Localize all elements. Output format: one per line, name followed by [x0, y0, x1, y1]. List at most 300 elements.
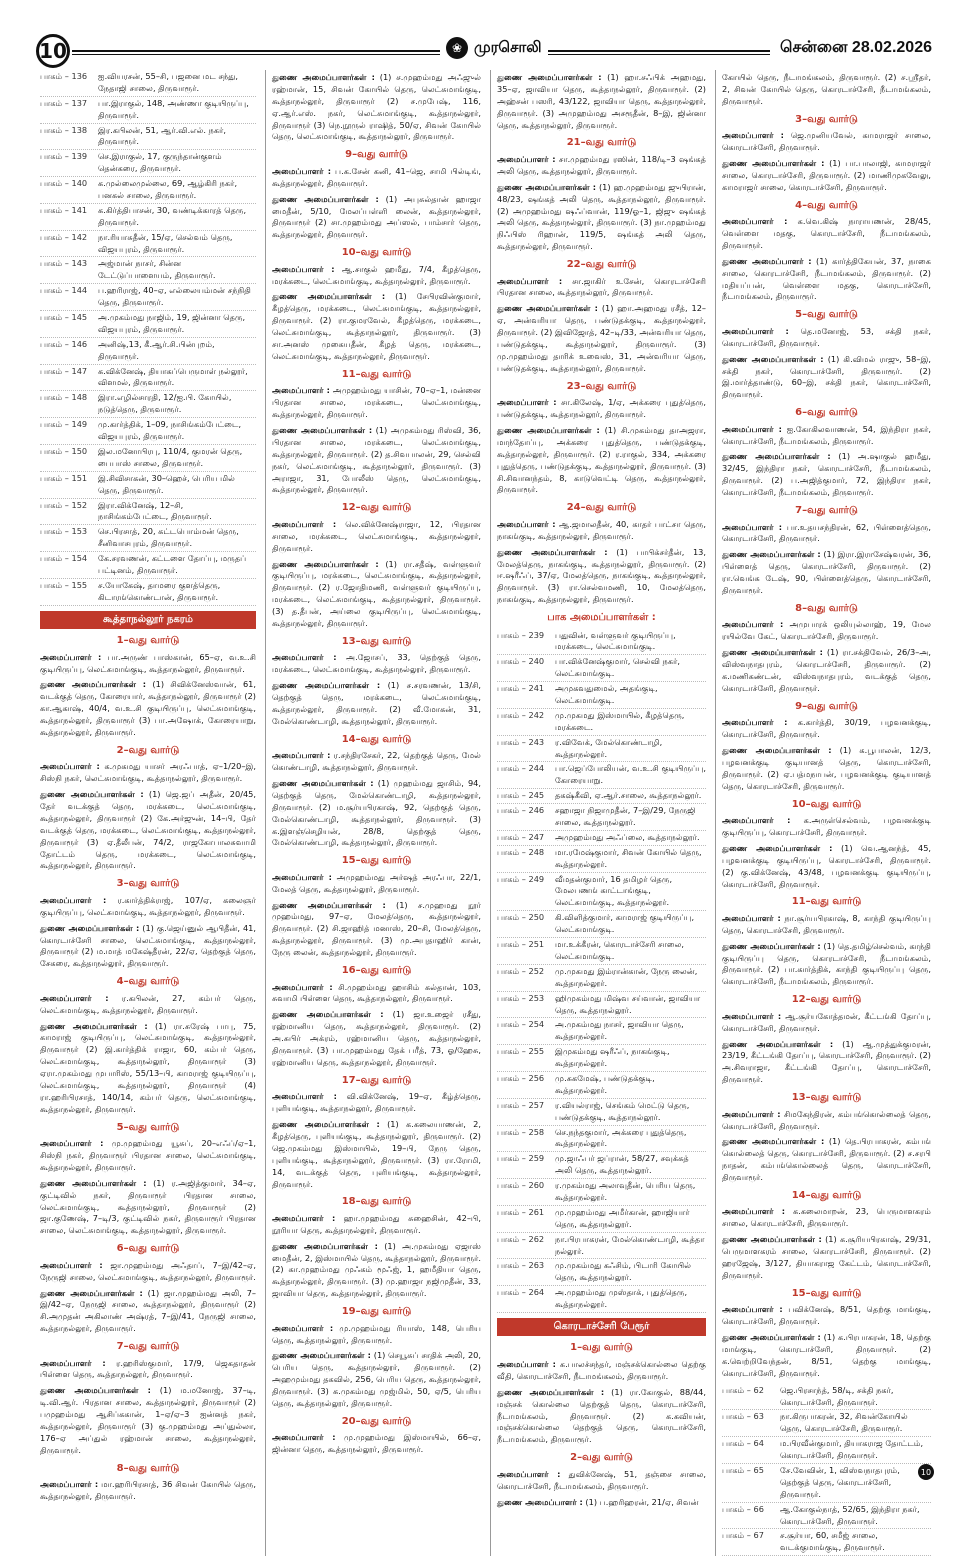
booth-label: பாகம் – 138: [40, 124, 88, 135]
entry-text: (1) அமுகம்மது ரிஸ்வி, 36, பிரதான சாலை, மரக்கடை, லெட்சுமாங்குடி, கூத்தாநல்லூர், திருவாரூர். (2) த.சிவபாலன், 29, செல்வி நகர், லெட்சுமாங்குடி, கூத்தாநல்லூர், திருவாரூர். (3) அராஜா, 31, போலீஸ் தெரு, லெட்சுமாங்குடி, கூத்தாநல்லூர், திருவாரூர்.: [272, 424, 481, 495]
entry-role: துணை அமைப்பாளர்கள் :: [722, 1234, 822, 1245]
booth-text: ஜெ.பிரசாந்த், 58/டி, சக்தி நகர், கொரடாச்சேரி, திருவாரூர்.: [780, 1384, 894, 1407]
appointee-entry: [272, 1241, 481, 1300]
appointee-entry: [722, 256, 931, 304]
entry-role: துணை அமைப்பாளர்கள் :: [497, 546, 608, 557]
booth-label: பாகம் – 149: [40, 419, 88, 430]
appointee-entry: [40, 1288, 256, 1336]
entry-text: சா.ஜாகிர் உசேன், கொரடாச்சேரி பிரதான சாலை, கூத்தாநல்லூர், திருவாரூர்.: [497, 275, 706, 298]
appointee-entry: [722, 424, 931, 448]
entry-role: துணை அமைப்பாளர்கள் :: [722, 1332, 821, 1343]
booth-label: பாகம் – 155: [40, 579, 88, 590]
page-number: 10: [36, 34, 70, 68]
appointee-entry: [722, 717, 931, 741]
entry-text: (1) ஜா.முஹம்மது அலி, 7–இ/42–ஏ, நேருஜி சாலை, கூத்தாநல்லூர், திருவாரூர் (2) சி.அமுதன் அகிலாண் அஷ்ரத், 7–இ/41, நேருஜி சாலை, கூத்தாநல்லூர், திருவாரூர்.: [40, 1287, 256, 1334]
booth-row: [497, 1126, 706, 1153]
booth-text: செ.பிரசாத், 20, கட்டபொம்மன் தெரு, சீனிவாசபுரம், திருவாரூர்.: [98, 526, 239, 549]
booth-text: மு.முஹம்மது அமீர்கான், ஹாஜியார் தெரு, கூத்தாநல்லூர்.: [555, 1206, 690, 1229]
entry-text: நா.சூர்யபிரகாஷ், 8, காந்தி குடியிருப்பு தெரு, கொரடாச்சேரி, திருவாரூர்.: [722, 912, 931, 935]
entry-text: ர.சந்திரசேகர், 22, தெற்குத் தெரு, மேல் கொண்டாழி, கூத்தாநல்லூர், திருவாரூர்.: [272, 750, 481, 773]
booth-label: பாகம் – 143: [40, 258, 88, 269]
entry-text: கோயில் தெரு, நீடாமங்கலம், திருவாரூர். (2) ச.ஸ்ரீதர், 2, சிவன் கோயில் தெரு, கொரடாச்சேரி, நீடாமங்கலம், திருவாரூர்.: [722, 72, 931, 106]
booth-label: பாகம் – 244: [497, 763, 545, 774]
booth-row: [497, 1045, 706, 1072]
booth-label: பாகம் – 247: [497, 831, 545, 842]
booth-row: [497, 1206, 706, 1233]
booth-text: க.முல்லைமுல்லை, 69, ஆழ்கிரி நகர், பனகல் சாலை, திருவாரூர்.: [98, 178, 238, 201]
entry-role: துணை அமைப்பாளர்கள் :: [497, 181, 597, 192]
entry-role: துணை அமைப்பாளர்கள் :: [272, 899, 386, 910]
entry-role: அமைப்பாளர் :: [272, 385, 330, 396]
entry-role: அமைப்பாளர் :: [40, 1479, 99, 1490]
entry-role: அமைப்பாளர் :: [722, 521, 782, 532]
appointee-entry: [272, 778, 481, 849]
entry-role: துணை அமைப்பாளர்கள் :: [272, 1350, 371, 1361]
entry-role: அமைப்பாளர் :: [40, 1357, 106, 1368]
entry-role: அமைப்பாளர் :: [272, 1432, 336, 1443]
booth-row: [40, 391, 256, 418]
booth-text: இர.கபிலன், 51, ஆர்.வி.எல். நகர், திருவாரூர்.: [98, 124, 226, 147]
entry-role: அமைப்பாளர் :: [272, 981, 333, 992]
appointee-entry: [272, 385, 481, 421]
booth-label: பாகம் – 67: [722, 1530, 764, 1541]
booth-text: ஐ.வியரசன், 55–சி, பஜனை மட சந்து, நேதாஜி சாலை, திருவாரூர்.: [98, 71, 238, 93]
booth-row: [497, 1286, 706, 1313]
booth-label: பாகம் – 62: [722, 1384, 764, 1395]
entry-role: அமைப்பாளர் :: [722, 1108, 781, 1119]
booth-label: பாகம் – 264: [497, 1287, 545, 1298]
entry-role: துணை அமைப்பாளர்கள் :: [722, 1038, 834, 1049]
entry-text: (1) ரா.சுரேஷ் பாபு, 75, காமராஜ் குடியிருப்பு, லெட்சுமாங்குடி, கூத்தாநல்லூர், திருவாரூர் (2) இ.கார்த்திக் ராஜா, 60, கம்பர் தெரு, லெட்சுமாங்குடி, கூத்தாநல்லூர், திருவாரூர் (3) ஏரா.முகம்மது முபாரிஸ், 55/13–பி, காமராஜ் குடியிருப்பு, லெட்சுமாங்குடி, கூத்தாநல்லூர், திருவாரூர் (4) ரா.ஹரிபிரசாத், 140/14, கம்பர் தெரு, லெட்சுமாங்குடி, கூத்தாநல்லூர், திருவாரூர்.: [40, 1020, 256, 1114]
ward-heading: 22–வது வார்டு: [566, 259, 637, 271]
booth-row: [497, 682, 706, 709]
appointee-entry: [40, 652, 256, 676]
entry-role: அமைப்பாளர் :: [722, 815, 791, 826]
appointee-entry: [722, 1039, 931, 1087]
appointee-entry: [722, 745, 931, 793]
booth-label: பாகம் – 148: [40, 392, 88, 403]
entry-text: வி.விக்னேஷ், 19–ஏ, கீழ்த்தெரு, புளியங்குடி, கூத்தாநல்லூர், திருவாரூர்.: [272, 1091, 481, 1114]
booth-text: பா.இராகுல், 148, அண்ணா குடியிருப்பு, திருவாரூர்.: [98, 97, 249, 120]
booth-label: பாகம் – 242: [497, 709, 545, 720]
ward-heading: 3–வது வார்டு: [116, 878, 180, 890]
booth-text: நா.பிரபாகரன், மேல்கொண்டாழி, கூத்தா நல்லூர்.: [555, 1233, 705, 1256]
appointee-entry: [40, 1260, 256, 1284]
entry-role: அமைப்பாளர் :: [40, 1259, 103, 1270]
booth-label: பாகம் – 145: [40, 312, 88, 323]
entry-role: துணை அமைப்பாளர்கள் :: [722, 353, 824, 364]
booth-text: அனிஷ்,13, கீ.ஆர்.சி.பின்புறம், திருவாரூர்.: [98, 338, 215, 361]
entry-role: துணை அமைப்பாளர்கள் :: [722, 745, 832, 756]
entry-role: துணை அமைப்பாளர்கள் :: [40, 789, 144, 800]
entry-text: (1) ஹா.சஃபிக் அஹமது, 35–ஏ, ஜாவியா தெரு, கூத்தாநல்லூர், திருவாரூர். (2) அஹ்சன் பஸரி, 43/122, ஜாவியா தெரு, கூத்தாநல்லூர், திருவாரூர். (3) அமுஹம்மது அசரூதீன், 8–இ, ஜின்னா தெரு, கூத்தாநல்லூர், திருவாரூர்.: [497, 72, 706, 130]
entry-text: தெ.மனோஜ், 53, சக்தி நகர், கொரடாச்சேரி, திருவாரூர்.: [722, 325, 931, 348]
booth-text: அ.முகம்மது நாசர், ஜாவியா தெரு, கூத்தாநல்லூர்.: [555, 1019, 684, 1042]
booth-row: [497, 911, 706, 938]
booth-row: [497, 831, 706, 846]
appointee-entry: [497, 303, 706, 374]
entry-text: (1) பாபிக்சர்தீன், 13, மேலத்தெரு, நாகங்குடி, கூத்தாநல்லூர், திருவாரூர். (2) ஈ.ஷரீஃப், 37/ஏ, மேலத்தெரு, நாகங்குடி, கூத்தாநல்லூர், திருவாரூர். (3) ரா.செல்வமணி, 10, மேலத்தெரு, நாகங்குடி, கூத்தாநல்லூர், திருவாரூர்.: [497, 546, 706, 605]
booth-row: [497, 846, 706, 873]
entry-text: சிமகேந்திரன், கம்பங்கொல்லைத் தெரு, கொரடாச்சேரி, திருவாரூர்.: [722, 1108, 931, 1131]
ward-heading: 7–வது வார்டு: [116, 1341, 180, 1353]
entry-text: ஜெ.முனியவேல், காமராஜர் சாலை, கொரடாச்சேரி, திருவாரூர்.: [722, 130, 931, 153]
booth-label: பாகம் – 253: [497, 992, 545, 1003]
ward-heading: 7–வது வார்டு: [795, 505, 858, 517]
appointee-entry: [272, 1009, 481, 1068]
booth-row: [497, 992, 706, 1019]
booth-text: இல.மனோபிரபு, 110/4, குமரன் தெரு, பைபாஸ் சாலை, திருவாரூர்.: [98, 445, 243, 468]
entry-text: (1) க.கலையாணன், 2, கீழத்தெரு, புளியங்குடி, கூத்தாநல்லூர், திருவாரூர். (2) ஜெ.முகம்மது இஸ்மாயில், 19–பி, நேரு தெரு, புளியங்குடி, கூத்தாநல்லூர், திருவாரூர். (3) ரா.ரோமி, 14, வடக்குத் தெரு, புளியங்குடி, கூத்தாநல்லூர், திருவாரூர்.: [272, 1119, 481, 1189]
appointee-entry: [722, 130, 931, 154]
entry-text: அமுஹம்மது அர்ஷத் அரஃபா, 22/1, மேலத் தெரு, கூத்தாநல்லூர், திருவாரூர்.: [272, 871, 481, 894]
appointee-entry: [40, 1385, 256, 1456]
ward-heading: 11–வது வார்டு: [791, 896, 862, 908]
appointee-entry: [272, 519, 481, 555]
booth-row: [40, 579, 256, 606]
appointee-entry: [497, 276, 706, 300]
booth-text: ஆ.கோகுல்நாத், 52/65, இந்திரா நகர், கொரடாச்சேரி, திருவாரூர்.: [780, 1503, 920, 1526]
booth-row: [40, 418, 256, 445]
ward-heading: 5–வது வார்டு: [116, 1121, 180, 1133]
booth-text: அஜ்மான் நாசர், சின்ன டேட்டுப்பாளையம், திருவாரூர்.: [98, 258, 216, 281]
entry-text: (1) க.பூபாலன், 12/3, பழவனக்குடி குடியானத் தெரு, கொரடாச்சேரி, திருவாரூர். (2) ஏ.பத்மநாபன், பழவனக்குடி குடியானத் தெரு, கொரடாச்சேரி, திருவாரூர்.: [722, 745, 931, 791]
entry-role: அமைப்பாளர் :: [40, 894, 107, 905]
column-2: [265, 70, 481, 1556]
entry-text: (1) சேபிரவின்குமார், கீழத்தெரு, மரக்கடை, லெட்சுமாங்குடி, கூத்தாநல்லூர், திருவாரூர். (2) ரா.குமரவேல், கீழத்தெரு, மரக்கடை, லெட்சுமாங்குடி, கூத்தாநல்லூர், திருவாரூர். (3) சா.அனஸ் முகையதீன், கீழத் தெரு, மரக்கடை, லெட்சுமாங்குடி, கூத்தாநல்லூர், திருவாரூர்.: [272, 291, 481, 361]
entry-text: (1) சி.முகம்மது தாஅஜரா, மாந்தோப்பு, அக்கரை புதுத்தெரு, பண்டுதக்குடி, கூத்தாநல்லூர், திருவாரூர். (2) ர.ராகுல், 334, அக்கரை புதுத்தெரு, பண்டுதக்குடி, கூத்தாநல்லூர், திருவாரூர். (3) சி.சிவானந்தம், 8, காடுவெட்டி தெரு, கூத்தாநல்லூர், திருவாரூர்.: [497, 424, 706, 495]
appointee-entry: [40, 895, 256, 919]
entry-text: (1) கார்த்திகேயன், 37, நாகை சாலை, கொரடாச்சேரி, நீடாமங்கலம், திருவாரூர். (2) மதியப்பன், வெள்ளை மதகு, கொரடாச்சேரி, நீடாமங்கலம், திருவாரூர்.: [722, 255, 931, 302]
appointee-entry: [272, 166, 481, 190]
booth-label: பாகம் – 240: [497, 656, 545, 667]
appointee-entry: [40, 761, 256, 785]
booth-label: பாகம் – 144: [40, 285, 88, 296]
entry-text: பா.உதயசந்திரன், 62, பிள்ளைத்தெரு, கொரடாச்சேரி, திருவாரூர்.: [722, 521, 931, 544]
entry-role: துணை அமைப்பாளர் :: [497, 1496, 583, 1507]
booth-text: சஹாஜா நிஜாமுதீன், 7–இ/29, நேருஜி சாலை, கூத்தாநல்லூர்.: [555, 805, 696, 828]
booth-text: ர.முகம்மது அலாவுதீன், பெரிய தெரு, கூத்தாநல்லூர்.: [555, 1180, 696, 1202]
ward-heading: 23–வது வார்டு: [566, 380, 637, 392]
entry-role: துணை அமைப்பாளர்கள் :: [722, 647, 823, 658]
entry-role: அமைப்பாளர் :: [722, 1206, 786, 1217]
appointee-entry: [722, 326, 931, 350]
entry-role: அமைப்பாளர் :: [722, 1304, 783, 1315]
appointee-entry: [497, 397, 706, 421]
booth-row: [497, 804, 706, 831]
entry-text: க.பாலச்சந்தர், மஞ்சக்கொல்லை தெற்கு வீதி, கொரடாச்சேரி, நீடாமங்கலம், திருவாரூர்.: [497, 1358, 706, 1381]
booth-text: செ.இராகுல், 17, குருந்தான்குளம் தென்கரை, திருவாரூர்.: [98, 151, 222, 174]
booth-text: கி.விளித்குமார், காமராஜ் குடியிருப்பு, லெட்சுமாங்குடி.: [555, 912, 695, 935]
date-line: சென்னை 28.02.2026: [772, 38, 932, 58]
booth-text: கே.சரவணன், கட்டளை தோப்பு, மருதப் பட்டினம், திருவாரூர்.: [98, 553, 247, 575]
booth-label: பாகம் – 251: [497, 939, 545, 950]
booth-row: [497, 1259, 706, 1286]
booth-row: [722, 1529, 931, 1556]
booth-text: ஹிமுகம்மது மிஷ்வ சய்வான், ஜாவியா தெரு, கூத்தாநல்லூர்.: [555, 992, 701, 1015]
entry-role: துணை அமைப்பாளர்கள் :: [722, 451, 831, 462]
booth-label: பாகம் – 263: [497, 1260, 545, 1271]
appointee-entry: [272, 1323, 481, 1347]
entry-text: அமுபாரக் ஒலியுல்லாஹ், 19, மேல ரயில்வே கேட், கொரடாச்சேரி, திருவாரூர்.: [722, 619, 931, 642]
booth-row: [722, 1410, 931, 1437]
header-rule-left: [72, 50, 440, 52]
appointee-entry: [497, 1359, 706, 1383]
appointee-entry: [40, 679, 256, 738]
entry-role: அமைப்பாளர் :: [40, 992, 109, 1003]
appointee-entry: [722, 941, 931, 989]
entry-role: துணை அமைப்பாளர்கள் :: [272, 1009, 384, 1020]
ward-heading: 9–வது வார்டு: [795, 700, 858, 712]
booth-text: ச.சூர்யா, 60, சமீஜ் சாலை, வடக்குமாங்குடி, திருவாரூர்.: [780, 1530, 885, 1553]
entry-text: (1) அ.முகம்மது ஏஜாஸ் மைதீன், 2, இஸ்மாயில் தெரு, கூத்தாநல்லூர், திருவாரூர். (2) கா.முஹம்மது முஃகம் மூஃஜ், 1, ஹமீதியா தெரு, கூத்தாநல்லூர், திருவாரூர். (3) மு.ஹாஜா நஜிமுதீன், 33, ஜாவியா தெரு, கூத்தாநல்லூர், திருவாரூர்.: [272, 1240, 481, 1299]
booth-text: ம.பிரவீன்குமார், தியாகராஜ தோட்டம், கொரடாச்சேரி, திருவாரூர்.: [780, 1438, 924, 1461]
ward-heading: 1–வது வார்டு: [116, 635, 180, 647]
entry-text: பவிக்னேஷ், 8/51, தெற்கு மாங்குடி, கொரடாச்சேரி, திருவாரூர்.: [722, 1304, 931, 1327]
appointee-entry: [497, 182, 706, 253]
booth-row: [497, 873, 706, 912]
entry-text: (1) முஹம்மது ஜாசிம், 94, தெற்குத் தெரு, மேல்கொண்டாழி, கூத்தாநல்லூர், திருவாரூர். (2) ம.சூர்யபிரகாஷ், 92, தெற்குத் தெரு, மேல்கொண்டாழி, கூத்தாநல்லூர், திருவாரூர். (3) க.இளஞ்செழியன், 28/8, தெற்குத் தெரு, மேல்கொண்டாழி, கூத்தாநல்லூர், திருவாரூர்.: [272, 777, 481, 848]
entry-text: க.கலைமாறன், 23, பெருமாளகரம் சாலை, கொரடாச்சேரி, திருவாரூர்.: [722, 1206, 931, 1229]
entry-role: துணை அமைப்பாளர்கள் :: [40, 1177, 147, 1188]
appointee-entry: [722, 619, 931, 643]
appointee-entry: [497, 519, 706, 543]
entry-text: லெ.விக்னேஷ்ராஜா, 12, பிரதான சாலை, மரக்கடை, லெட்சுமாங்குடி, கூத்தாநல்லூர், திருவாரூர்.: [272, 518, 481, 553]
booth-label: பாகம் – 256: [497, 1072, 545, 1083]
booth-text: அ.முஹம்மது முஸ்தாக், புதுத்தெரு, கூத்தாநல்லூர்.: [555, 1287, 688, 1310]
entry-text: (1) ப.ஹரிஹரன், 21/ஏ, சிவன்: [585, 1496, 699, 1507]
ward-heading: 2–வது வார்டு: [570, 1452, 633, 1464]
appointee-entry: [497, 154, 706, 178]
entry-text: மா.ஹரிபிரசாத், 36 சிவன் கோயில் தெரு, கூத்தாநல்லூர், திருவாரூர்.: [40, 1479, 256, 1502]
appointee-entry: [272, 1350, 481, 1409]
appointee-entry: [272, 559, 481, 630]
booth-label: பாகம் – 63: [722, 1411, 764, 1422]
booth-label: பாகம் – 147: [40, 365, 88, 376]
booth-label: பாகம் – 258: [497, 1126, 545, 1137]
booth-label: பாகம் – 241: [497, 683, 545, 694]
booth-row: [40, 365, 256, 392]
appointee-entry: [40, 993, 256, 1017]
ward-heading: 14–வது வார்டு: [341, 733, 412, 745]
entry-role: அமைப்பாளர் :: [272, 652, 337, 663]
booth-row: [497, 789, 706, 804]
booth-label: பாகம் – 152: [40, 499, 88, 510]
entry-text: (1) ஜெ.ஜப் அதீன், 20/45, தேர் வடக்குத் தெரு, மரக்கடை, லெட்சுமாங்குடி, கூத்தாநல்லூர், திருவாரூர் (2) கே.அர்ஜுன், 14–பி, தேர் வடக்குத் தெரு, மரக்கடை, லெட்சுமாங்குடி, கூத்தாநல்லூர், திருவாரூர் (3) ஏ.தீலீபன், 74/2, ராஜகோபாலசுவாமி தோட்டம் தெரு, மரக்கடை, லெட்சுமாங்குடி, கூத்தாநல்லூர், திருவாரூர்.: [40, 789, 256, 871]
entry-text: ப.க.சேன் கனி, 41–ஜெ, சாமி பில்டிங், கூத்தாநல்லூர், திருவாரூர்.: [272, 165, 481, 188]
entry-role: துணை அமைப்பாளர்கள் :: [40, 679, 147, 690]
entry-text: அ.ஜோசப், 33, தெற்குத் தெரு, மரக்கடை, லெட்சுமாங்குடி, கூத்தாநல்லூர், திருவாரூர்.: [272, 652, 481, 675]
appointee-entry: [722, 1109, 931, 1133]
booth-text: இரா.விக்னேஷ், 12–சி, நாசிங்கம்பேட்டை, திருவாரூர்.: [98, 499, 212, 522]
entry-text: (1) தெ.தமிழ்செல்வம், காந்தி குடியிருப்பு தெரு, கொரடாச்சேரி, நீடாமங்கலம், திருவாரூர். (2) பா.கார்த்திக், காந்தி குடியிருப்பு தெரு, கொரடாச்சேரி, நீடாமங்கலம், திருவாரூர்.: [722, 940, 931, 987]
booth-label: பாகம் – 261: [497, 1206, 545, 1217]
entry-text: (1) க.சூரியபிரகாஷ், 29/31, பெருமாளகரம் சாலை, கொரடாச்சேரி, திருவாரூர். (2) ஹரஜேஷ், 3/127, தியாகராஜ கேட்டம், கொரடாச்சேரி, திருவாரூர்.: [722, 1234, 931, 1280]
booth-text: அ.முகம்மது நாஜிம், 19, ஜின்னா தெரு, விஜயபுரம், திருவாரூர்.: [98, 312, 246, 334]
booth-text: பா.ஜெப்போலியன், வ.உ.சி குடியிருப்பு, கோரையாறு.: [555, 763, 706, 786]
entry-role: துணை அமைப்பாளர்கள் :: [497, 303, 598, 314]
entry-text: (1) தெ.பிரபாகரன், கம்பங் கொல்லைத் தெரு, கொரடாச்சேரி, திருவாரூர். (2) ச.சரபி நாதன், கம்பங்கொல்லைத் தெரு, கொரடாச்சேரி, திருவாரூர்.: [722, 1136, 932, 1183]
entry-text: (1) கு.ஜெய்னுல் ஆபிதீன், 41, கொரடாச்சேரி சாலை, லெட்சுமாங்குடி, கூத்தாநல்லூர், திருவாரூர் (2) ம.மாத் மகேஷ்தீரன், 22/ஏ, தெற்குத் தெரு, சேகரை, கூத்தாநல்லூர், திருவாரூர்.: [40, 922, 256, 969]
appointee-entry: [722, 913, 931, 937]
booth-label: பாகம் – 254: [497, 1019, 545, 1030]
entry-role: துணை அமைப்பாளர்கள் :: [497, 424, 600, 435]
appointee-entry: [272, 750, 481, 774]
booth-label: பாகம் – 260: [497, 1180, 545, 1191]
booth-row: [722, 1503, 931, 1530]
booth-row: [40, 231, 256, 258]
appointee-entry: [722, 1136, 931, 1184]
booth-label: பாகம் – 249: [497, 873, 545, 884]
appointee-entry: [272, 194, 481, 242]
appointee-entry: [272, 872, 481, 896]
entry-role: துணை அமைப்பாளர்கள் :: [497, 72, 602, 82]
booth-text: இமுகம்மது ஷரீஃப், நாகங்குடி, கூத்தாநல்லூர்.: [555, 1046, 670, 1069]
booth-row: [40, 124, 256, 151]
newspaper-name: முரசொலி: [474, 38, 542, 56]
entry-role: அமைப்பாளர் :: [272, 518, 337, 529]
appointee-entry: [722, 647, 931, 695]
entry-role: அமைப்பாளர் :: [272, 165, 332, 176]
booth-text: க.கிர்த்திபாசன், 30, வண்டிக்காரத் தெரு, திருவாரூர்.: [98, 204, 247, 227]
appointee-entry: [722, 354, 931, 402]
entry-text: மு.முஹம்மது இஸ்மாயில், 66–ஏ, ஜின்னா தெரு, கூத்தாநல்லூர், திருவாரூர்.: [272, 1432, 481, 1455]
booth-text: மா.உக்கீரன், கொரடாச்சேரி சாலை, லெட்சுமாங்குடி.: [555, 939, 684, 961]
booth-label: பாகம் – 246: [497, 805, 545, 816]
booth-text: மு.ஜாஃபர் ஜப்ரான், 58/27, சவுக்கத் அலி தெரு, கூத்தாநல்லூர்.: [555, 1153, 689, 1176]
booth-row: [40, 177, 256, 204]
entry-role: துணை அமைப்பாளர்கள் :: [272, 777, 374, 788]
booth-row: [40, 311, 256, 338]
ward-heading: 8–வது வார்டு: [116, 1462, 180, 1474]
booth-row: [497, 1072, 706, 1099]
ward-heading: 9–வது வார்டு: [345, 149, 408, 161]
entry-text: ஆ.ஜமாலதீன், 40, காதர் பாட்சா தெரு, நாகங்குடி, கூத்தாநல்லூர், திருவாரூர்.: [497, 518, 706, 541]
entry-role: துணை அமைப்பாளர்கள் :: [722, 157, 825, 168]
appointee-entry: [272, 900, 481, 959]
entry-role: அமைப்பாளர் :: [40, 761, 100, 772]
booth-text: சே.வேவின், 1, விஸ்வநாதபுரம், தெற்குத் தெரு, கொரடாச்சேரி, திருவாரூர்.: [780, 1464, 900, 1499]
ward-heading: 8–வது வார்டு: [795, 602, 858, 614]
booth-row: [722, 1437, 931, 1464]
entry-role: அமைப்பாளர் :: [722, 619, 784, 630]
booth-row: [497, 736, 706, 763]
entry-role: அமைப்பாளர் :: [497, 153, 556, 164]
entry-role: துணை அமைப்பாளர்கள் :: [40, 1020, 148, 1031]
entry-text: (1) ரா.சதீஷ், வள்ளுவர் குடியிருப்பு, மரக்கடை, லெட்சுமாங்குடி, கூத்தாநல்லூர், திருவாரூர். (2) ர.ஜோதிமணி, வள்ளுவர் குடியிருப்பு, மரக்கடை, லெட்சுமாங்குடி, கூத்தாநல்லூர், திருவாரூர். (3) த.தீபன், அய்லை குடியிருப்பு, லெட்சுமாங்குடி, கூத்தாநல்லூர், திருவாரூர்.: [272, 558, 481, 628]
booth-row: [40, 472, 256, 499]
ward-heading: 20–வது வார்டு: [341, 1415, 412, 1427]
booth-label: பாகம் – 64: [722, 1438, 764, 1449]
entry-text: ஹா.முஹம்மது சுஹைசின், 42–பி, நூரியா தெரு, கூத்தாநல்லூர், திருவாரூர்.: [272, 1212, 481, 1235]
entry-role: துணை அமைப்பாளர்கள் :: [40, 922, 140, 933]
entry-role: அமைப்பாளர் :: [497, 518, 556, 529]
entry-text: (1) ஆ.முத்துக்குமரன், 23/19, கீட்டங்கி தோப்பு, கொரடாச்சேரி, திருவாரூர். (2) அ.சிவராஜா, கீட்டங்கி தோப்பு, கொரடாச்சேரி, திருவாரூர்.: [722, 1038, 931, 1085]
booth-row: [722, 1464, 931, 1503]
entry-role: துணை அமைப்பாளர் :: [722, 255, 812, 266]
entry-text: சி.முஹம்மது ஹாசிம் கல்தான், 103, சுவாமி பிள்ளை தெரு, கூத்தாநல்லூர், திருவாரூர்.: [272, 981, 481, 1004]
ward-heading: 13–வது வார்டு: [341, 635, 412, 647]
appointee-entry: [722, 1304, 931, 1328]
entry-role: அமைப்பாளர் :: [272, 1091, 337, 1102]
entry-text: (1) கி.விமல் ராஜு, 58–இ, சக்தி நகர், கொரடாச்சேரி, திருவாரூர். (2) இ.மார்த்தாண்டு, 60–இ, சக்தி நகர், கொரடாச்சேரி, திருவாரூர்.: [722, 353, 932, 400]
booth-row: [40, 204, 256, 231]
appointee-entry: [40, 1479, 256, 1503]
booth-row: [40, 257, 256, 284]
booth-label: பாகம் – 153: [40, 526, 88, 537]
booth-row: [497, 965, 706, 992]
appointee-entry: [272, 680, 481, 728]
entry-text: க.கார்த்தி, 30/19, பழவனக்குடி, கொரடாச்சேரி, திருவாரூர்.: [722, 717, 931, 740]
appointee-entry: [272, 652, 481, 676]
entry-role: அமைப்பாளர் :: [497, 1468, 561, 1479]
entry-role: அமைப்பாளர் :: [722, 325, 789, 336]
appointee-entry: [40, 789, 256, 872]
entry-text: (1) க.பிரபாகரன், 18, தெற்கு மாங்குடி, கொரடாச்சேரி, திருவாரூர். (2) க.வெற்றிவேந்தன், 8/51, தெற்கு மாங்குடி, கொரடாச்சேரி, திருவாரூர்.: [722, 1332, 931, 1378]
entry-text: ஜா.முஹம்மது அஃதாப், 7–இ/42–ஏ, நேருஜி சாலை, லெட்சுமாங்குடி, கூத்தாநல்லூர், திருவாரூர்.: [40, 1259, 256, 1282]
entry-text: (1) ஹ.முஹம்மது ஜுபிரான், 48/23, ஷங்கத் அலி தெரு, கூத்தாநல்லூர், திருவாரூர். (2) அமுஹம்மது ஷஃப்வான், 119/ஓ–1, ஜிஜு ஷங்கத் அலி தெரு, கூத்தாநல்லூர், திருவாரூர். (3) நா.முஹம்மது நிஃபிஸ் ரிஹான், 119/5, ஷங்கத் அலி தெரு, கூத்தாநல்லூர், திருவாரூர்.: [497, 181, 706, 252]
entry-text: ர.கார்த்திக்ராஜ், 107/ஏ, கலைஞர் குடியிருப்பு, லெட்சுமாங்குடி, கூத்தாநல்லூர், திருவாரூர்.: [40, 894, 256, 917]
booth-text: ச.யோகேஷ், தாமரை குளத்தெரு, கிடாரங்கொண்டான், திருவாரூர்.: [98, 579, 221, 602]
entry-role: அமைப்பாளர் :: [272, 1212, 336, 1223]
booth-text: மு.முகமது இம்ரான்கான், நேரு லைன், கூத்தாநல்லூர்.: [555, 965, 698, 988]
appointee-entry: [722, 72, 931, 108]
entry-role: துணை அமைப்பாளர்கள் :: [272, 680, 381, 691]
booth-row: [40, 552, 256, 579]
section-banner: கொரடாச்சேரி பேரூர்: [497, 1318, 706, 1337]
entry-role: துணை அமைப்பாளர்கள் :: [272, 424, 373, 435]
ward-heading: 24–வது வார்டு: [566, 502, 637, 514]
ward-heading: 18–வது வார்டு: [341, 1196, 412, 1208]
booth-text: அமுகவதுமைல், அதங்குடி, லெட்சுமாங்குடி.: [555, 683, 658, 706]
entry-role: அமைப்பாளர் :: [497, 397, 557, 408]
entry-text: (1) ரா.சக்திவேல், 26/3–அ, விஸ்வநாதபுரம், கொரடாச்சேரி, திருவாரூர். (2) க.மணிகண்டன், விஸ்வநாதபுரம், வடக்குத் தெரு, கொரடாச்சேரி, திருவாரூர்.: [722, 647, 931, 693]
booth-label: பாகம் – 245: [497, 790, 545, 801]
ward-heading: 13–வது வார்டு: [791, 1092, 862, 1104]
entry-text: அமுஹம்மது யாசின், 70–ஏ–1, மன்னை பிரதான சாலை, மரக்கடை, லெட்சுமாங்குடி, கூத்தாநல்லூர், திருவாரூர்.: [272, 385, 481, 420]
entry-role: அமைப்பாளர் :: [722, 130, 784, 141]
appointee-entry: [722, 522, 931, 546]
entry-role: அமைப்பாளர் :: [40, 1138, 104, 1149]
appointee-entry: [272, 1119, 481, 1190]
section-banner: கூத்தாநல்லூர் நகரம்: [40, 611, 256, 630]
entry-role: துணை அமைப்பாளர்கள் :: [272, 1119, 380, 1130]
entry-role: துணை அமைப்பாளர்கள் :: [272, 291, 386, 302]
entry-role: துணை அமைப்பாளர்கள் :: [40, 1385, 151, 1396]
booth-text: இ.சிவிசாகன், 30–ஹெச், பெரிய மில் தெரு, திருவாரூர்.: [98, 472, 235, 495]
column-3: [490, 70, 706, 1556]
ward-heading: 15–வது வார்டு: [791, 1287, 862, 1299]
entry-text: (1) அ.ஷாகுல் ஹமீது, 32/45, இந்திரா நகர், கொரடாச்சேரி, நீடாமங்கலம், திருவாரூர். (2) ப.அஜித்குமார், 72, இந்திரா நகர், கொரடாச்சேரி, நீடாமங்கலம், திருவாரூர்.: [722, 451, 931, 498]
appointee-entry: [272, 982, 481, 1006]
appointee-entry: [722, 1206, 931, 1230]
booth-label: பாகம் – 137: [40, 97, 88, 108]
ward-heading: 6–வது வார்டு: [795, 407, 858, 419]
appointee-entry: [40, 923, 256, 971]
entry-role: துணை அமைப்பாளர்கள் :: [272, 558, 379, 569]
booth-text: தகஷ்கீவி, ஏ.ஆர்.சாலை, கூத்தாநல்லூர்.: [555, 790, 702, 801]
booth-row: [497, 762, 706, 789]
appointee-entry: [722, 815, 931, 839]
appointee-entry: [722, 158, 931, 194]
entry-text: (1) ஹா.அஹமது ரசீத், 12–ஏ, அன்வரியா தெரு, பண்டுதக்குடி, கூத்தாநல்லூர், திருவாரூர். (2) இவிஜோத், 42–டி/33, அன்வரியா தெரு, பண்டுதக்குடி, கூத்தாநல்லூர், திருவாரூர். (3) மு.முஹம்மது தாரிக் உவைஸ், 31, அன்வரியா தெரு, பண்டுதக்குடி, கூத்தாநல்லூர், திருவாரூர்.: [497, 303, 706, 373]
booth-text: பதுவின், வள்ளுவர் குடியிருப்பு, மரக்கடை, லெட்சுமாங்குடி.: [555, 629, 676, 652]
entry-text: ஆ.சூர்யகோத்தமன், கீட்டங்கி தோப்பு, கொரடாச்சேரி, திருவாரூர்.: [722, 1010, 931, 1033]
ward-heading: 10–வது வார்டு: [791, 798, 862, 810]
entry-role: துணை அமைப்பாளர்கள் :: [722, 1136, 825, 1147]
header-rule-right-thin: [540, 54, 770, 55]
appointee-entry: [272, 1213, 481, 1237]
